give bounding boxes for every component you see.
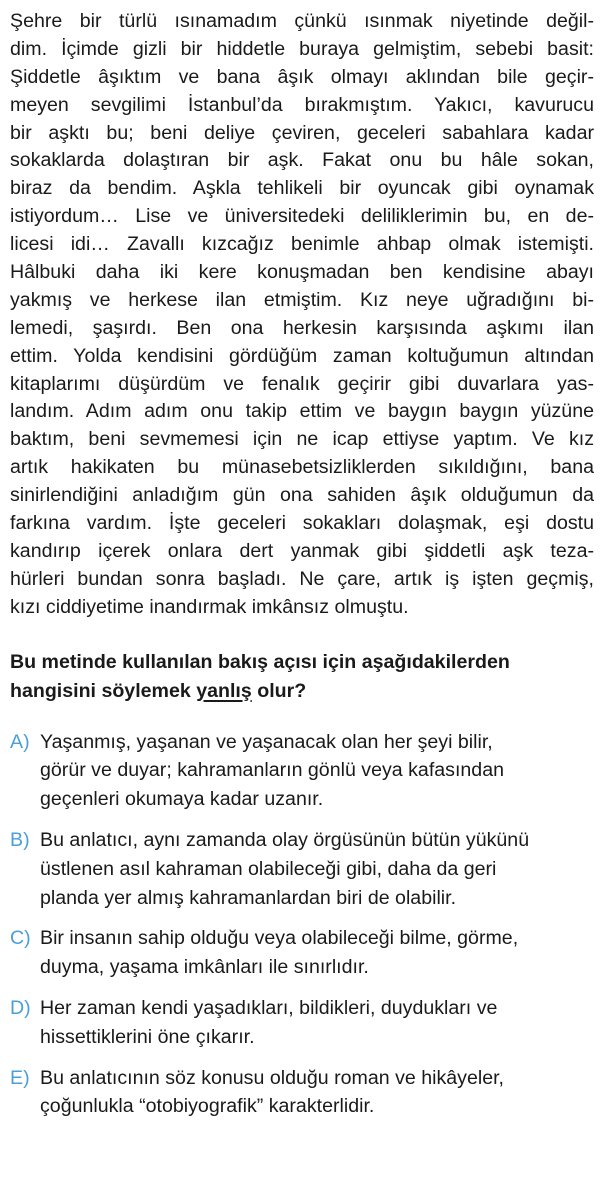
passage-line: bir aşktı bu; beni deliye çeviren, geceleri sabahlara kadar bbox=[10, 121, 594, 144]
question-stem bbox=[10, 648, 594, 706]
option-text-line: Bu anlatıcı, aynı zamanda olay örgüsünün bütün yükünü bbox=[40, 828, 530, 851]
passage-line: licesi idi… Zavallı kızcağız benimle ahbap olmak istemişti. bbox=[10, 233, 594, 256]
answer-option-e[interactable] bbox=[10, 1064, 594, 1122]
question-keyword-underlined: yanlış bbox=[196, 679, 252, 702]
answer-option-b[interactable] bbox=[10, 826, 594, 912]
option-text-line: planda yer almış kahramanlardan biri de olabilir. bbox=[40, 886, 457, 909]
option-text-line: geçenleri okumaya kadar uzanır. bbox=[40, 788, 324, 811]
option-letter: E) bbox=[10, 1066, 30, 1089]
passage-line: biraz da bendim. Aşkla tehlikeli bir oyuncak gibi oynamak bbox=[10, 177, 594, 200]
passage-line: artık hakikaten bu münasebetsizliklerden sıkıldığını, bana bbox=[10, 456, 594, 479]
passage-line: farkına vardım. İşte geceleri sokakları dolaşmak, eşi dostu bbox=[10, 512, 594, 535]
answer-option-d[interactable] bbox=[10, 994, 594, 1052]
passage-line: kitaplarımı düşürdüm ve fenalık geçirir gibi duvarlara yas- bbox=[10, 372, 594, 395]
option-text-line: Her zaman kendi yaşadıkları, bildikleri, duydukları ve bbox=[40, 996, 498, 1019]
option-letter: C) bbox=[10, 927, 31, 950]
option-text-line: çoğunlukla “otobiyografik” karakterlidir. bbox=[40, 1095, 375, 1118]
question-line-1: Bu metinde kullanılan bakış açısı için aşağıdakilerden bbox=[10, 650, 510, 673]
answer-option-a[interactable] bbox=[10, 728, 594, 814]
reading-passage bbox=[10, 8, 594, 622]
option-text-line: duyma, yaşama imkânları ile sınırlıdır. bbox=[40, 956, 369, 979]
option-text-line: görür ve duyar; kahramanların gönlü veya kafasından bbox=[40, 759, 504, 782]
option-text-line: Bir insanın sahip olduğu veya olabileceği bilme, görme, bbox=[40, 927, 519, 950]
passage-line: lemedi, şaşırdı. Ben ona herkesin karşısında aşkımı ilan bbox=[10, 316, 594, 339]
passage-line: sokaklarda dolaştıran bir aşk. Fakat onu bu hâle sokan, bbox=[10, 149, 594, 172]
option-text-line: üstlenen asıl kahraman olabileceği gibi, daha da geri bbox=[40, 857, 497, 880]
question-line-2-end: olur? bbox=[251, 679, 307, 702]
option-letter: B) bbox=[10, 828, 30, 851]
passage-line: Hâlbuki daha iki kere konuşmadan ben kendisine abayı bbox=[10, 261, 594, 284]
passage-line: Şiddetle âşıktım ve bana âşık olmayı aklından bile geçir- bbox=[10, 65, 594, 88]
passage-line: hürleri bundan sonra başladı. Ne çare, artık iş işten geçmiş, bbox=[10, 567, 594, 590]
passage-line: kızı ciddiyetime inandırmak imkânsız olmuştu. bbox=[10, 595, 409, 618]
passage-line: sinirlendiğini anladığım gün ona sahiden âşık olduğumun da bbox=[10, 484, 594, 507]
option-text bbox=[40, 728, 594, 814]
option-text bbox=[40, 924, 594, 982]
option-text-line: Bu anlatıcının söz konusu olduğu roman ve hikâyeler, bbox=[40, 1066, 505, 1089]
option-text-line: Yaşanmış, yaşanan ve yaşanacak olan her şeyi bilir, bbox=[40, 730, 493, 753]
option-text bbox=[40, 1064, 594, 1122]
answer-options bbox=[10, 728, 594, 1122]
passage-line: baktım, beni sevmemesi için ne icap ettiyse yaptım. Ve kız bbox=[10, 428, 594, 451]
passage-line: kandırıp içerek onlara dert yanmak gibi şiddetli aşk teza- bbox=[10, 539, 594, 562]
answer-option-c[interactable] bbox=[10, 924, 594, 982]
passage-line: dim. İçimde gizli bir hiddetle buraya gelmiştim, sebebi basit: bbox=[10, 37, 594, 60]
passage-line: istiyordum… Lise ve üniversitedeki deliliklerimin bu, en de- bbox=[10, 205, 594, 228]
option-text bbox=[40, 826, 594, 912]
passage-line: Şehre bir türlü ısınamadım çünkü ısınmak niyetinde değil- bbox=[10, 10, 594, 32]
question-line-2 bbox=[10, 677, 594, 706]
passage-line: yakmış ve herkese ilan etmiştim. Kız neye uğradığını bi- bbox=[10, 288, 594, 311]
passage-line: meyen sevgilimi İstanbul’da bırakmıştım. Yakıcı, kavurucu bbox=[10, 93, 594, 116]
passage-line: ettim. Yolda kendisini gördüğüm zaman koltuğumun altından bbox=[10, 344, 594, 367]
passage-line: landım. Adım adım onu takip ettim ve baygın baygın yüzüne bbox=[10, 400, 594, 423]
option-text-line: hissettiklerini öne çıkarır. bbox=[40, 1025, 255, 1048]
option-text bbox=[40, 994, 594, 1052]
option-letter: D) bbox=[10, 996, 31, 1019]
option-letter: A) bbox=[10, 730, 30, 753]
question-line-2-start: hangisini söylemek bbox=[10, 679, 197, 702]
